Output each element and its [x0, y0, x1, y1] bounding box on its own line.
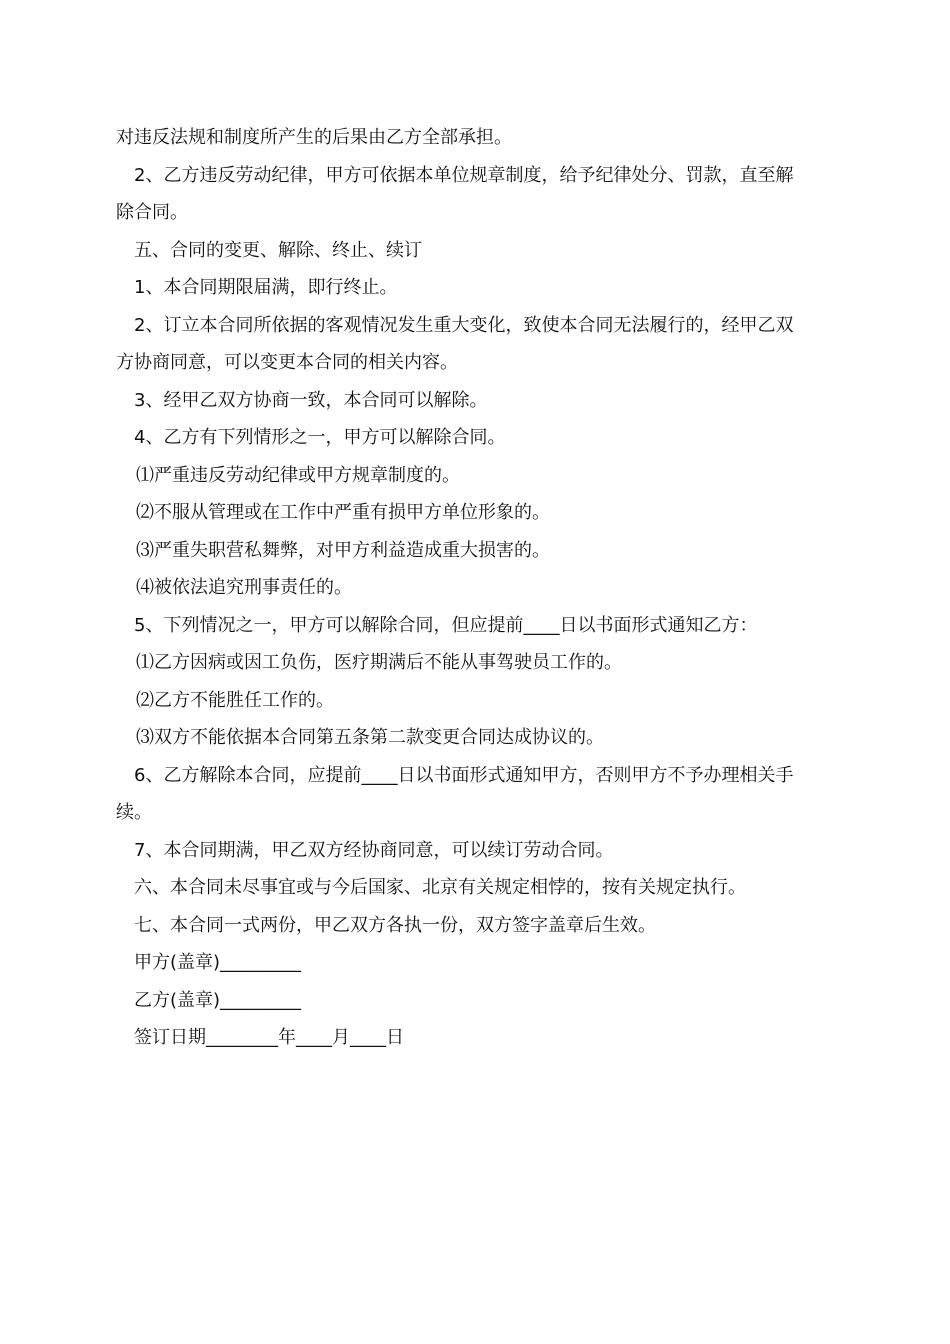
list-item: ⑴严重违反劳动纪律或甲方规章制度的。: [136, 464, 460, 486]
signature-line-party-b: 乙方(盖章)_________: [134, 989, 302, 1011]
signing-date-line: 签订日期________年____月____日: [134, 1027, 404, 1048]
paragraph-line: 方协商同意，可以变更本合同的相关内容。: [116, 352, 458, 373]
paragraph-line: 除合同。: [116, 202, 188, 223]
paragraph-line: 2、乙方违反劳动纪律，甲方可依据本单位规章制度，给予纪律处分、罚款，直至解: [134, 164, 794, 186]
document-body: [116, 119, 840, 1057]
paragraph-line: 4、乙方有下列情形之一，甲方可以解除合同。: [134, 427, 506, 448]
signature-line-party-a: 甲方(盖章)_________: [134, 952, 302, 973]
list-item: ⑵不服从管理或在工作中严重有损甲方单位形象的。: [136, 502, 550, 523]
section-heading: 七、本合同一式两份，甲乙双方各执一份，双方签字盖章后生效。: [134, 914, 656, 936]
list-item: ⑴乙方因病或因工负伤，医疗期满后不能从事驾驶员工作的。: [136, 652, 622, 673]
paragraph-line: 2、订立本合同所依据的客观情况发生重大变化，致使本合同无法履行的，经甲乙双: [134, 314, 794, 336]
paragraph-line: 5、下列情况之一，甲方可以解除合同，但应提前____日以书面形式通知乙方：: [134, 614, 758, 636]
list-item: ⑶双方不能依据本合同第五条第二款变更合同达成协议的。: [136, 727, 604, 748]
section-heading: 六、本合同未尽事宜或与今后国家、北京有关规定相悖的，按有关规定执行。: [134, 877, 746, 898]
paragraph-line: 1、本合同期限届满，即行终止。: [134, 277, 398, 298]
paragraph-line: 3、经甲乙双方协商一致，本合同可以解除。: [134, 389, 488, 411]
paragraph-line: 7、本合同期满，甲乙双方经协商同意，可以续订劳动合同。: [134, 839, 614, 861]
paragraph-line: 6、乙方解除本合同，应提前____日以书面形式通知甲方，否则甲方不予办理相关手: [134, 764, 794, 786]
list-item: ⑶严重失职营私舞弊，对甲方利益造成重大损害的。: [136, 539, 550, 561]
list-item: ⑵乙方不能胜任工作的。: [136, 689, 334, 711]
paragraph-line: 对违反法规和制度所产生的后果由乙方全部承担。: [116, 127, 512, 148]
paragraph-line: 续。: [116, 802, 152, 823]
list-item: ⑷被依法追究刑事责任的。: [136, 577, 352, 598]
section-heading: 五、合同的变更、解除、终止、续订: [134, 239, 422, 261]
